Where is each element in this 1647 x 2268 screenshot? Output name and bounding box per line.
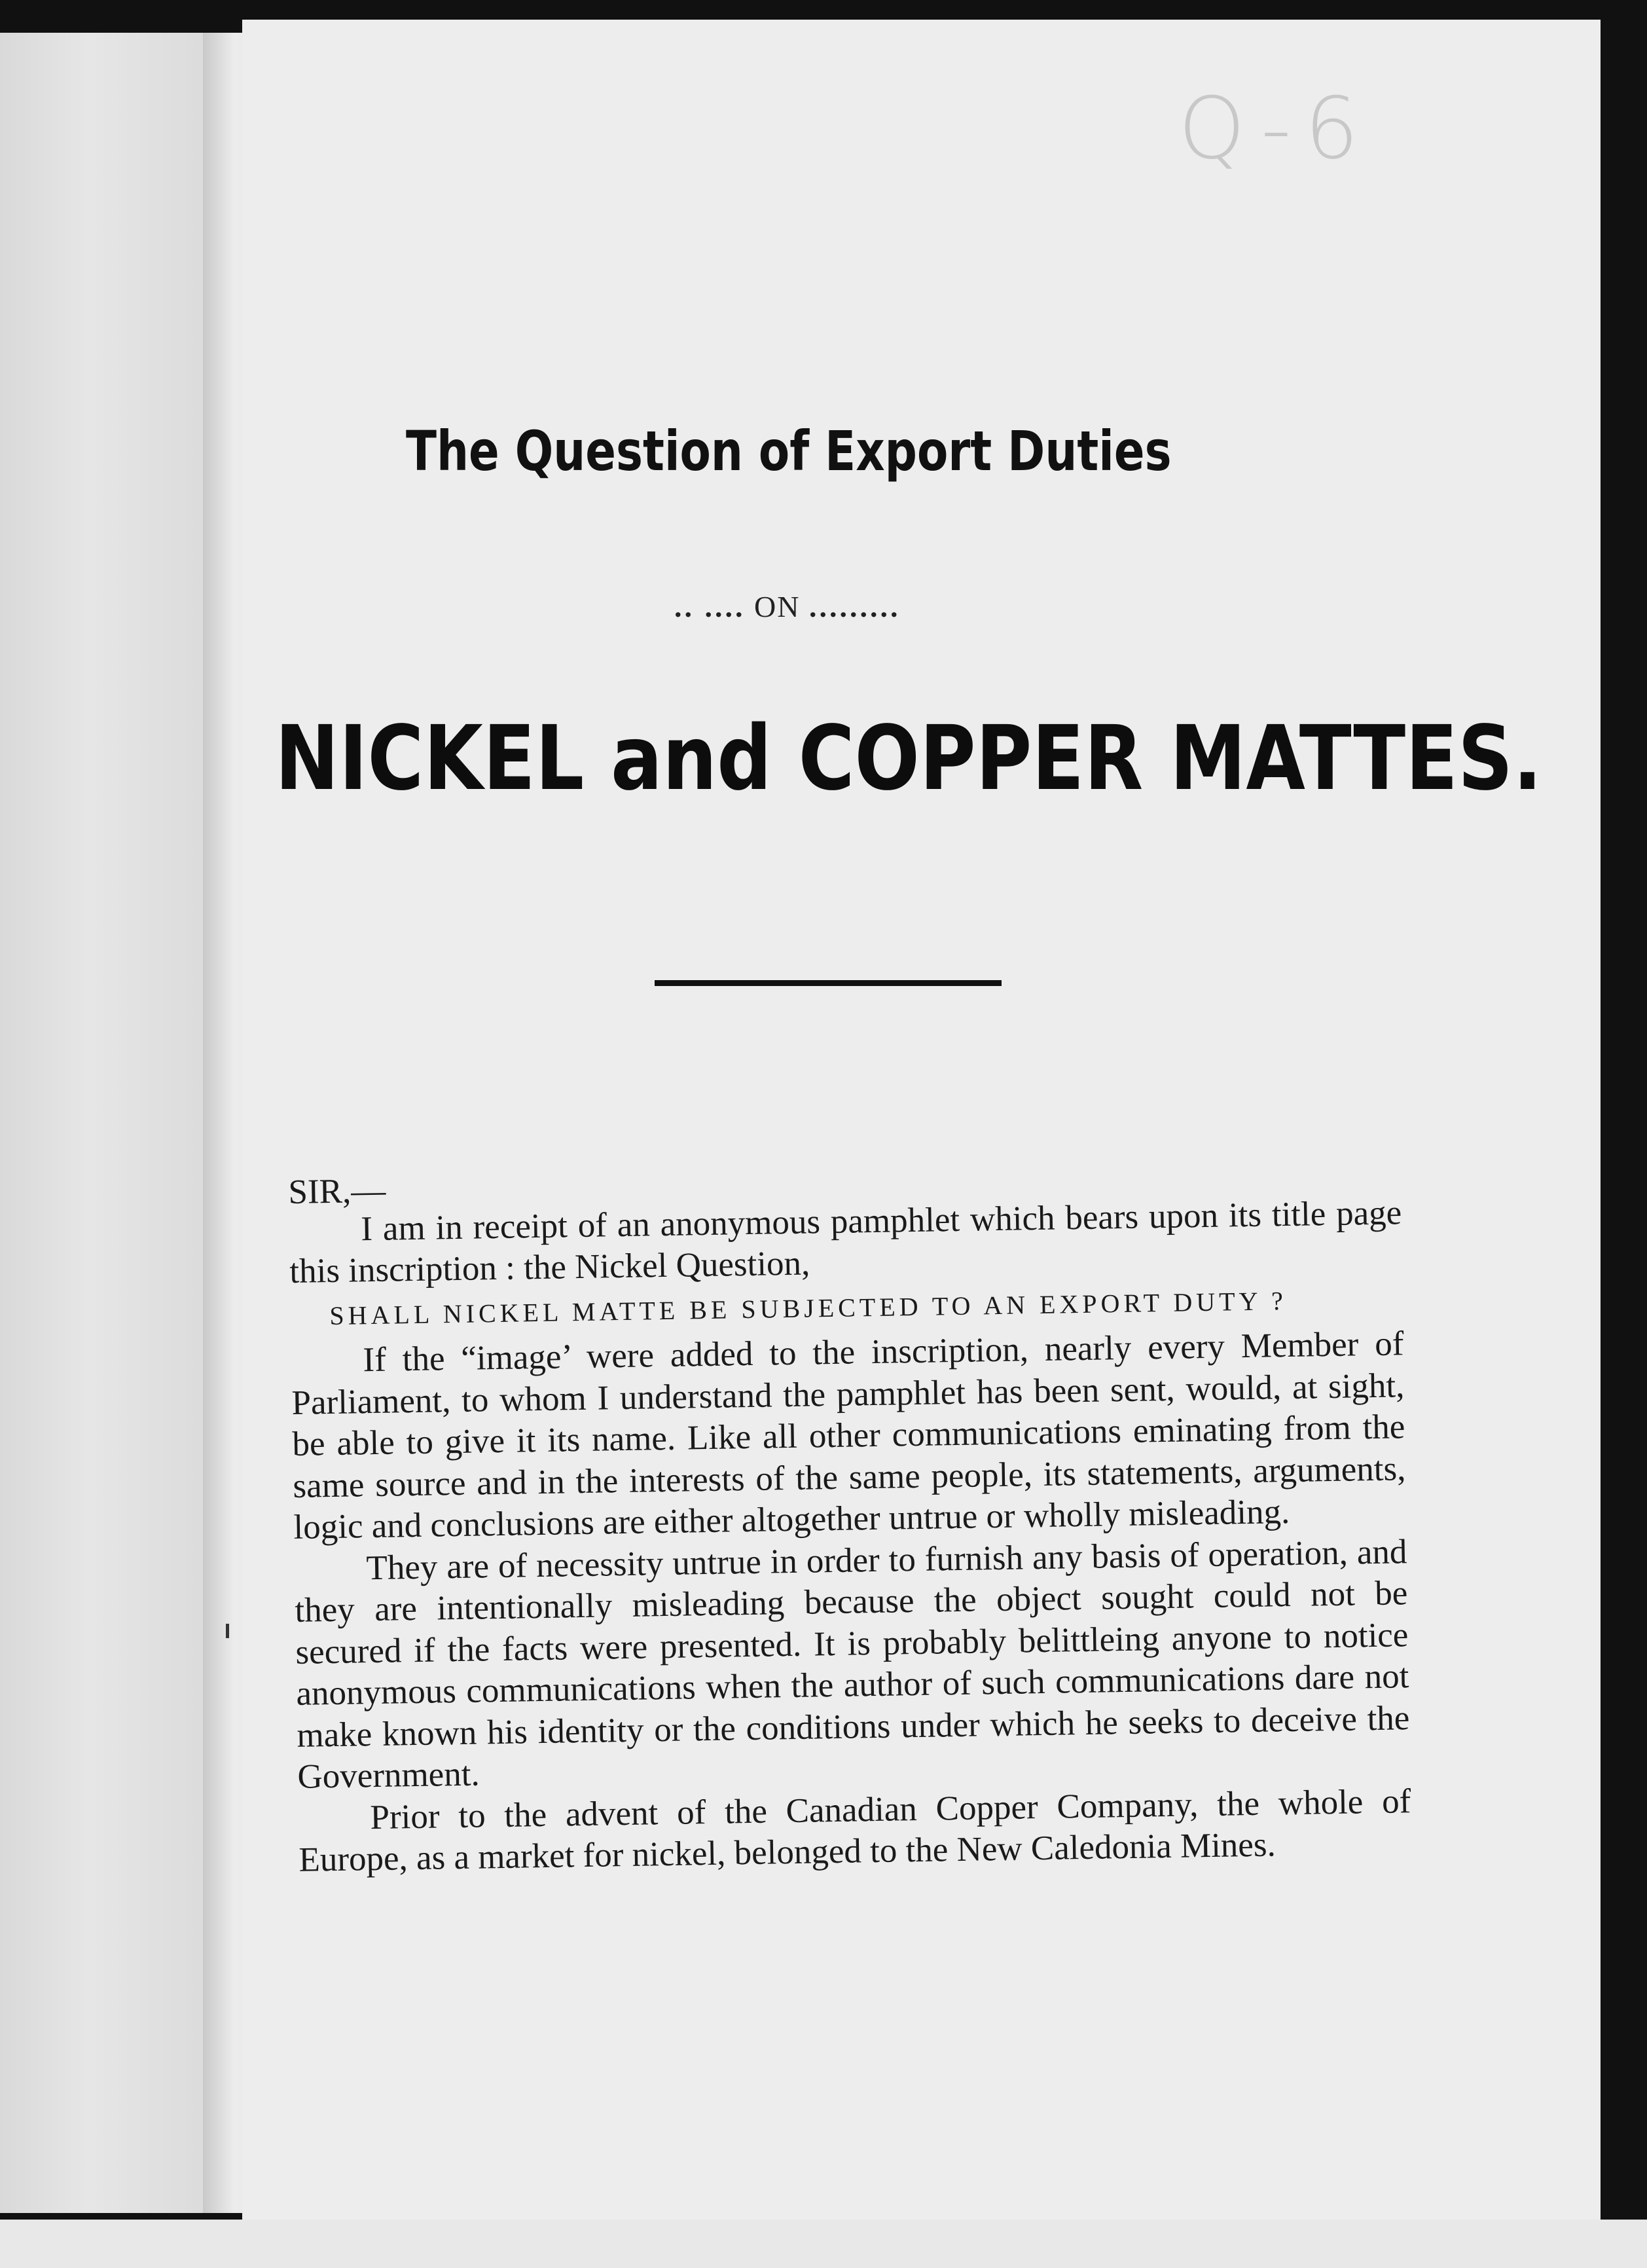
body-text (288, 1154, 1412, 1881)
handwritten-annotation: Q-6 (1178, 79, 1372, 178)
on-separator (674, 589, 900, 624)
margin-mark (226, 1624, 229, 1638)
right-dots: ......... (808, 590, 901, 623)
paragraph-4: Prior to the advent of the Canadian Copper Company, the whole of Europe, as a market for nickel, belonged to the New Caledonia Mines. (299, 1782, 1411, 1879)
document-title: The Question of Export Duties (406, 419, 1172, 483)
left-page-edge (0, 33, 223, 2213)
left-dots: .. .... (674, 590, 746, 623)
salutation: SIR,— (288, 1171, 386, 1211)
paragraph-1: I am in receipt of an anonymous pamphlet which bears upon its title page this inscription : the Nickel Question, (289, 1193, 1402, 1290)
paragraph-2: If the “image’ were added to the inscription, nearly every Member of Parliament, to whom I understand the pamphlet has been sent, would, at sight, be able to give it its name. Like all other communications eminating from the same source and in the interests of the same people, its statements, arguments, logic and conclusions are either altogether untrue or wholly misleading. (291, 1325, 1406, 1546)
on-word: ON (754, 590, 801, 623)
paragraph-inscription: SHALL NICKEL MATTE BE SUBJECTED TO AN EXPORT DUTY ? (329, 1285, 1288, 1330)
document-page (242, 20, 1601, 2220)
horizontal-rule (655, 980, 1002, 986)
bottom-margin (0, 2220, 1647, 2268)
main-heading: NICKEL and COPPER MATTES. (275, 707, 1542, 811)
paragraph-3: They are of necessity untrue in order to furnish any basis of operation, and they are intentionally misleading because the object sought could not be secured if the facts were presented. It is probably belittleing anyone to notice anonymous communications when the author of such communications dare not make known his identity or the conditions under which he seeks to deceive the Government. (295, 1532, 1410, 1796)
